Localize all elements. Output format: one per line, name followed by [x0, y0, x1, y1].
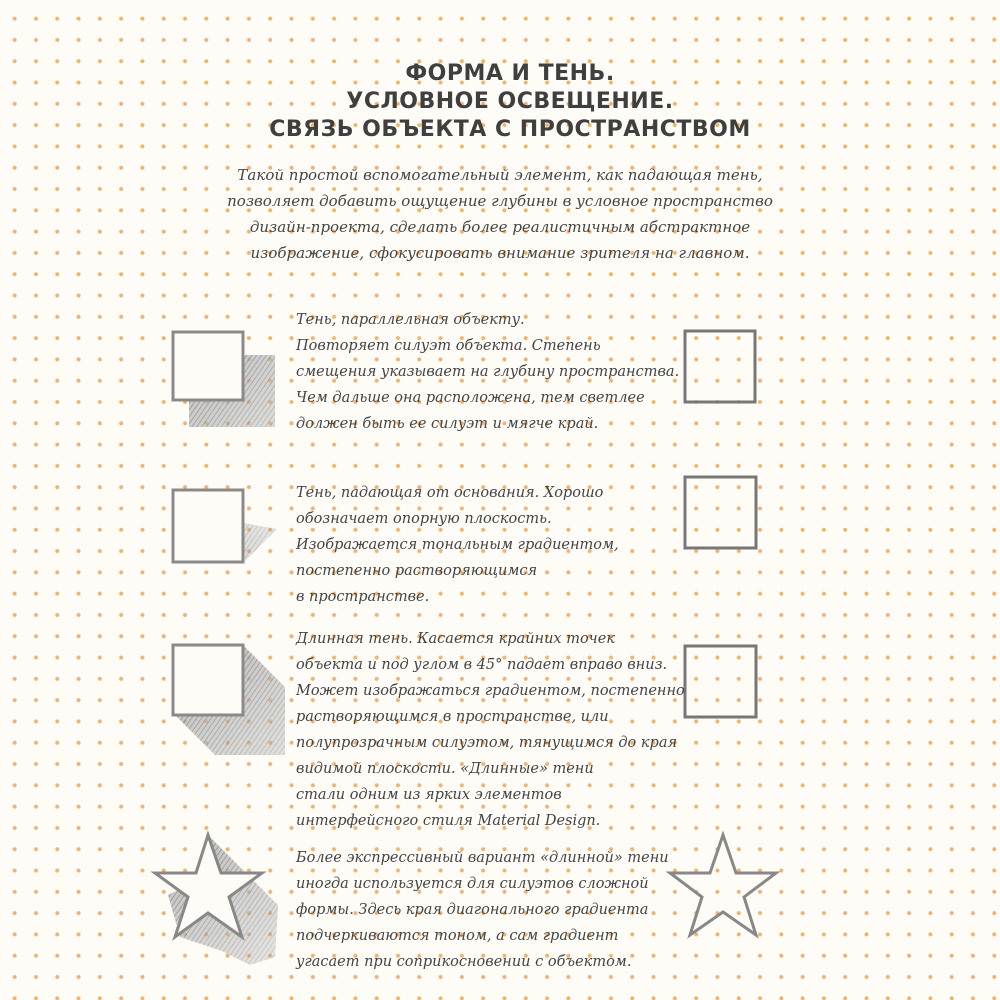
section-line: растворяющимся в пространстве, или	[296, 709, 609, 725]
section-line: Может изображаться градиентом, постепенно	[296, 683, 685, 699]
long-shadow-illustration	[165, 637, 295, 762]
section-line: смещения указывает на глубину пространства.	[296, 364, 680, 380]
section-line: в пространстве.	[296, 589, 430, 605]
section-line: подчеркиваются тоном, а сам градиент	[296, 928, 619, 944]
intro-line: дизайн-проекта, сделать более реалистичным абстрактное	[249, 218, 751, 236]
section-line: Длинная тень. Касается крайних точек	[296, 631, 615, 647]
section-line: Тень, падающая от основания. Хорошо	[296, 485, 604, 501]
section-line: постепенно растворяющимся	[296, 563, 538, 579]
section-line: Изображается тональным градиентом,	[296, 537, 619, 553]
section-line: должен быть ее силуэт и мягче край.	[296, 416, 599, 432]
section-line: обозначает опорную плоскость.	[296, 511, 552, 527]
square-outline	[173, 645, 243, 715]
section-line: видимой плоскости. «Длинные» тени	[296, 761, 594, 777]
section-line: Тень, параллельная объекту.	[296, 312, 525, 328]
section-line: формы. Здесь края диагонального градиента	[296, 902, 649, 918]
title-line-2: УСЛОВНОЕ ОСВЕЩЕНИЕ.	[346, 89, 674, 114]
section-line: Повторяет силуэт объекта. Степень	[296, 338, 601, 354]
base-shadow-illustration	[165, 483, 295, 583]
base-shadow	[243, 523, 277, 561]
star-shadow-illustration	[150, 825, 300, 975]
intro-line: Такой простой вспомогательный элемент, как падающая тень,	[237, 166, 763, 184]
intro-paragraph	[170, 162, 830, 266]
section-long-shadow-text	[296, 626, 696, 834]
title-line-1: ФОРМА И ТЕНЬ.	[405, 61, 615, 86]
page-title	[160, 60, 860, 144]
section-star-shadow-text	[296, 845, 696, 975]
title-line-3: СВЯЗЬ ОБЪЕКТА С ПРОСТРАНСТВОМ	[269, 117, 751, 142]
section-line: объекта и под углом в 45° падает вправо вниз.	[296, 657, 668, 673]
section-line: угасает при соприкосновении с объектом.	[296, 954, 632, 970]
section-line: Чем дальше она расположена, тем светлее	[296, 390, 645, 406]
section-line: полупрозрачным силуэтом, тянущимся до края	[296, 735, 678, 751]
section-line: стали одним из ярких элементов	[296, 787, 562, 803]
section-base-shadow-text	[296, 480, 696, 610]
square-outline	[173, 490, 243, 562]
section-parallel-shadow-text	[296, 307, 696, 437]
intro-line: позволяет добавить ощущение глубины в условное пространство	[227, 192, 773, 210]
parallel-shadow-illustration	[165, 325, 295, 435]
square-outline	[173, 332, 243, 400]
section-line: иногда используется для силуэтов сложной	[296, 876, 649, 892]
section-line: интерфейсного стиля Material Design.	[296, 813, 601, 829]
section-line: Более экспрессивный вариант «длинной» тени	[296, 850, 669, 866]
intro-line: изображение, сфокусировать внимание зрителя на главном.	[250, 244, 750, 262]
